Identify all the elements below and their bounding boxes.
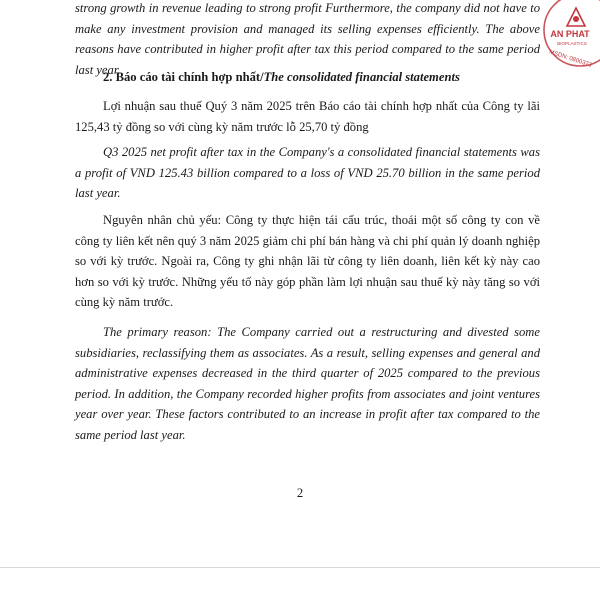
stamp-seal-icon [540, 0, 600, 70]
section-heading [103, 70, 460, 85]
svg-text:MSDN: 0800373: MSDN: 0800373 [548, 49, 593, 69]
page-number: 2 [296, 486, 304, 500]
paragraph-profit-reasons-en: strong growth in revenue leading to strong profit Furthermore, the company did not have to make any investment provision and managed its selling expenses efficiently. The above reasons have contributed in higher profit after tax this period compared to the same period last year. [75, 1, 540, 77]
paragraph-primary-reason-en: The primary reason: The Company carried out a restructuring and divested some subsidiaries, reclassifying them as associates. As a result, selling expenses and general and administrative expenses decreased in the third quarter of 2025 compared to the previous period. In addition, the Company recorded higher profits from associates and joint ventures year over year. These factors contributed to an increase in profit after tax compared to the same period last year. [75, 325, 540, 442]
heading-vi: 2. Báo cáo tài chính hợp nhất/ [103, 70, 264, 84]
svg-text:AN PHAT: AN PHAT [550, 29, 590, 39]
paragraph-primary-reason-vi: Nguyên nhân chủ yếu: Công ty thực hiện tái cấu trúc, thoái một số công ty con về công ty liên kết nên quý 3 năm 2025 giảm chi phí bán hàng và chi phí quản lý doanh nghiệp so với kỳ trước. Ngoài ra, Công ty ghi nhận lãi từ công ty liên doanh, liên kết kỳ này cao hơn so với kỳ trước. Những yếu tố này góp phần làm lợi nhuận sau thuế kỳ này tăng so với cùng kỳ năm trước. [75, 213, 540, 309]
company-stamp [540, 0, 600, 70]
paragraph-net-profit-en: Q3 2025 net profit after tax in the Company's a consolidated financial statements was a profit of VND 125.43 billion compared to a loss of VND 25.70 billion in the same period last year. [75, 145, 540, 200]
page-bottom-edge [0, 567, 600, 568]
svg-text:BIOPLASTICS: BIOPLASTICS [557, 41, 587, 46]
heading-en: The consolidated financial statements [263, 70, 460, 84]
paragraph-net-profit-vi: Lợi nhuận sau thuế Quý 3 năm 2025 trên Báo cáo tài chính hợp nhất của Công ty lãi 125,43 tỷ đồng so với cùng kỳ năm trước lỗ 25,70 tỷ đồng [75, 99, 540, 134]
